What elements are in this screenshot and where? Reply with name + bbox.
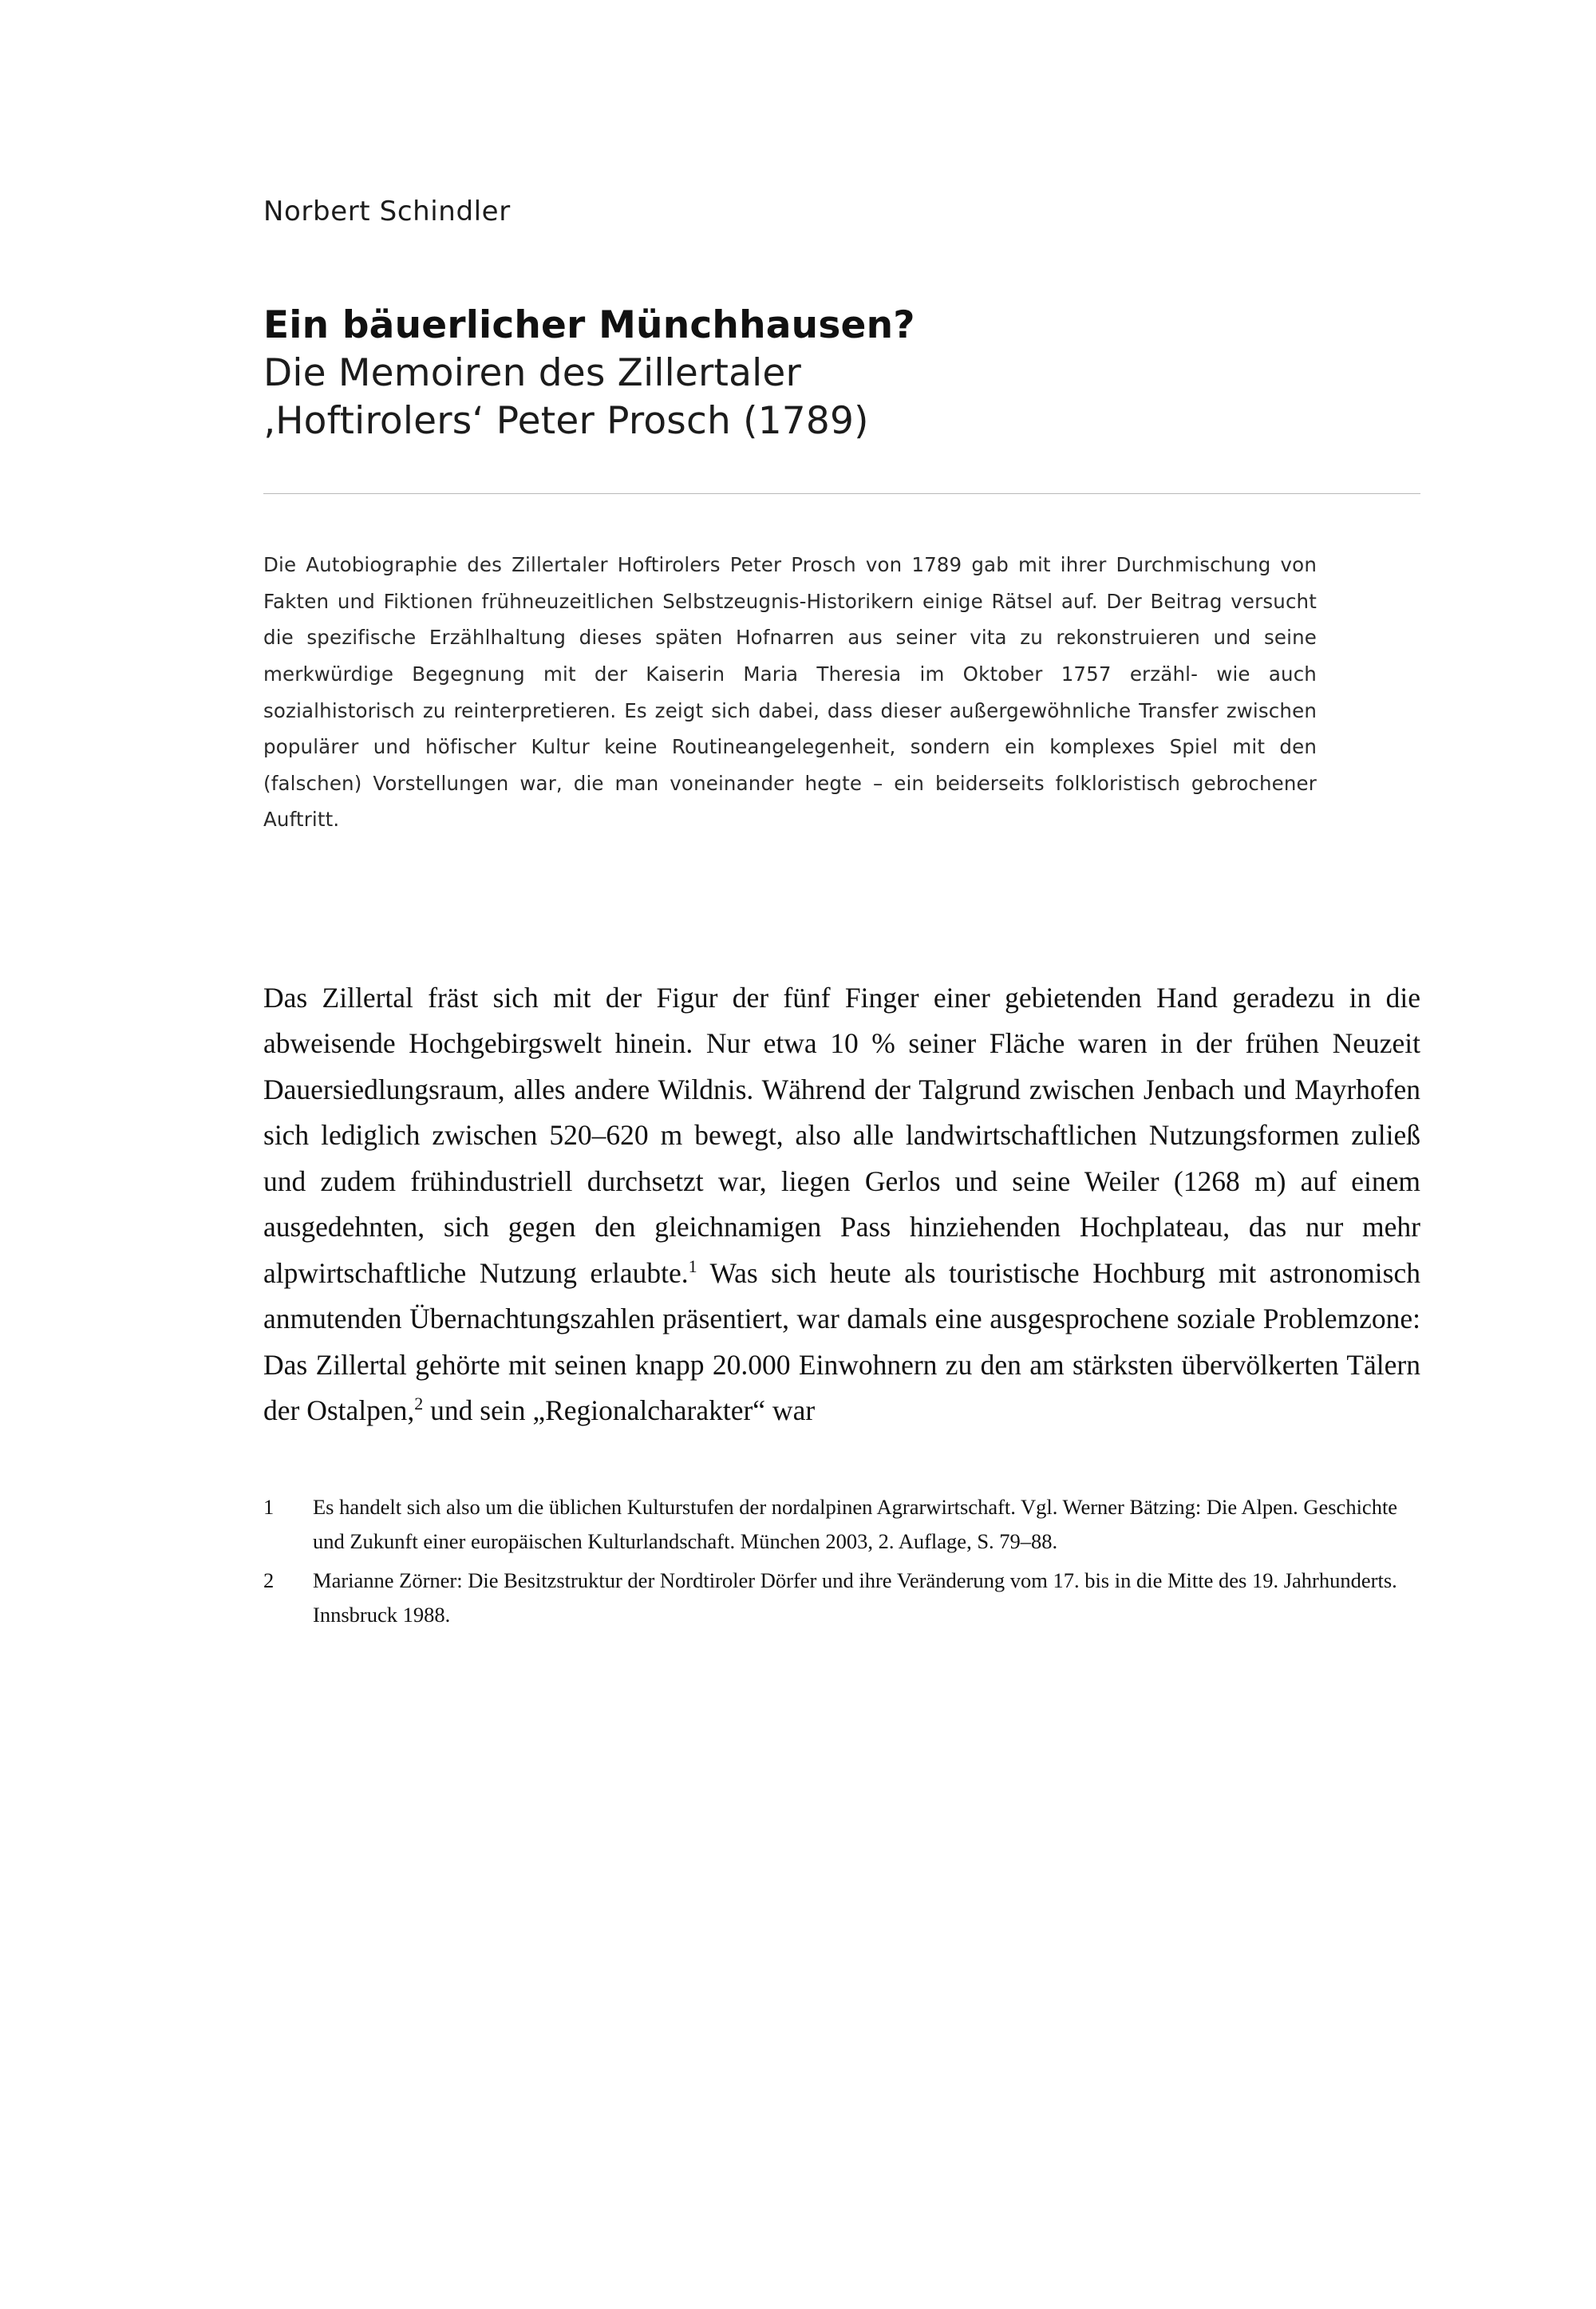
title-divider <box>263 493 1420 494</box>
page-content <box>263 0 1420 1636</box>
footnote-item <box>263 1490 1420 1559</box>
body-text-part-3: und sein „Regionalcharakter“ war <box>423 1394 816 1427</box>
subtitle-line-1: Die Memoiren des Zillertaler <box>263 350 802 395</box>
footnote-item <box>263 1564 1420 1632</box>
page-title: Ein bäuerlicher Münchhausen? <box>263 302 915 347</box>
article-title-block <box>263 302 1420 445</box>
subtitle-line-2: ‚Hoftirolers‘ Peter Prosch (1789) <box>263 399 869 444</box>
body-paragraph <box>263 975 1420 1434</box>
author-name: Norbert Schindler <box>263 196 511 227</box>
footnote-list <box>263 1490 1420 1632</box>
footnote-marker-2[interactable]: 2 <box>414 1394 424 1414</box>
footnote-number: 2 <box>263 1568 275 1592</box>
abstract-text: Die Autobiographie des Zillertaler Hoftirolers Peter Prosch von 1789 gab mit ihrer Durchmischung von Fakten und Fiktionen frühneuzeitlichen Selbstzeugnis-Historikern einige Rätsel auf. Der Beitrag versucht die spezifische Erzählhaltung dieses späten Hofnarren aus seiner vita zu rekonstruieren und seine merkwürdige Begegnung mit der Kaiserin Maria Theresia im Oktober 1757 erzähl- wie auch sozialhistorisch zu reinterpretieren. Es zeigt sich dabei, dass dieser außergewöhnliche Transfer zwischen populärer und höfischer Kultur keine Routineangelegenheit, sondern ein komplexes Spiel mit den (falschen) Vorstellungen war, die man voneinander hegte – ein beiderseits folkloristisch gebrochener Auftritt. <box>263 553 1317 832</box>
body-text-part-2: Was sich heute als touristische Hochburg mit astronomisch anmutenden Übernachtungszahlen präsentiert, war damals eine ausgesprochene soziale Problemzone: Das Zillertal gehörte mit seinen knapp 20.000 Einwohnern zu den am stärksten übervölkerten Tälern der Ostalpen, <box>263 1256 1420 1427</box>
footnote-text: Marianne Zörner: Die Besitzstruktur der Nordtiroler Dörfer und ihre Veränderung vom 17. bis in die Mitte des 19. Jahrhunderts. Innsbruck 1988. <box>313 1568 1397 1627</box>
footnote-text: Es handelt sich also um die üblichen Kulturstufen der nordalpinen Agrarwirtschaft. Vgl. Werner Bätzing: Die Alpen. Geschichte und Zukunft einer europäischen Kulturlandschaft. München 2003, 2. Auflage, S. 79–88. <box>313 1494 1398 1553</box>
footnote-number: 1 <box>263 1494 275 1519</box>
footnote-marker-1[interactable]: 1 <box>688 1255 697 1276</box>
body-text-part-1: Das Zillertal fräst sich mit der Figur der fünf Finger einer gebietenden Hand geradezu in die abweisende Hochgebirgswelt hinein. Nur etwa 10 % seiner Fläche waren in der frühen Neuzeit Dauersiedlungsraum, alles andere Wildnis. Während der Talgrund zwischen Jenbach und Mayrhofen sich lediglich zwischen 520–620 m bewegt, also alle landwirtschaftlichen Nutzungsformen zuließ und zudem frühindustriell durchsetzt war, liegen Gerlos und seine Weiler (1268 m) auf einem ausgedehnten, sich gegen den gleichnamigen Pass hinziehenden Hochplateau, das nur mehr alpwirtschaftliche Nutzung erlaubte. <box>263 981 1420 1289</box>
